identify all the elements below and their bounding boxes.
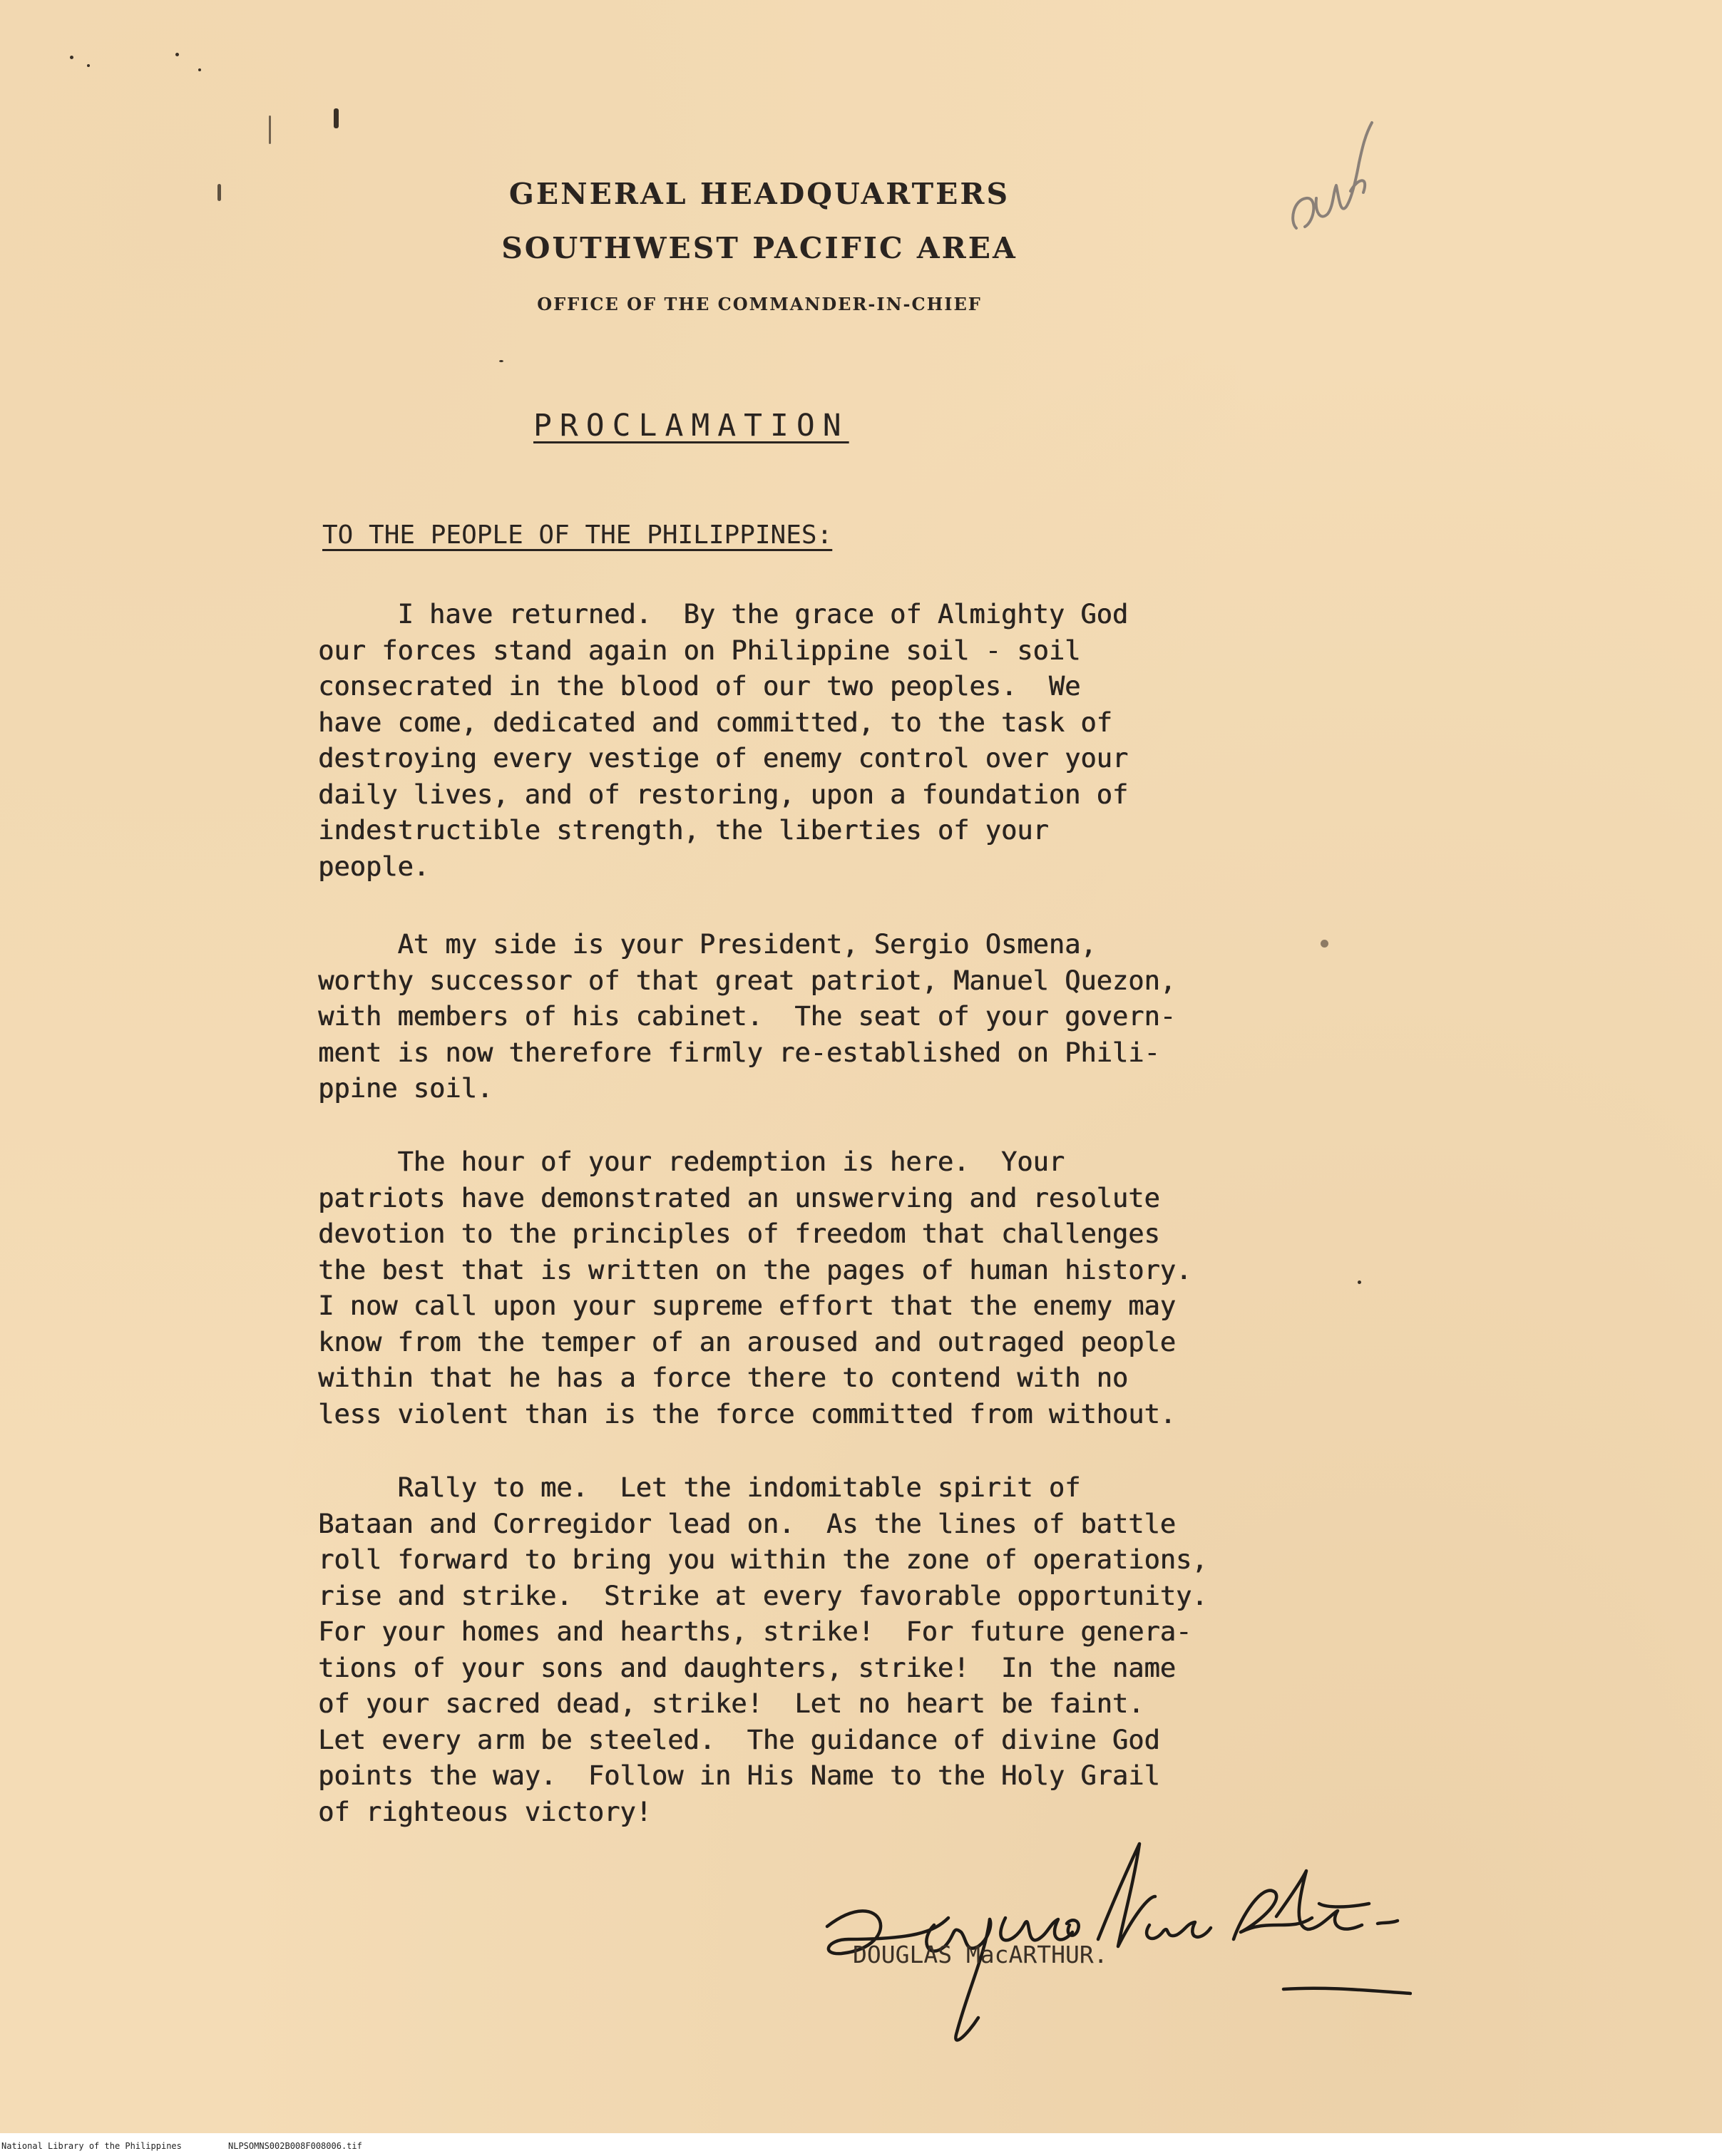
footer-filename: NLPSOMNS002B008F008006.tif — [228, 2141, 362, 2151]
paper-speck — [334, 108, 339, 128]
text-line: indestructible strength, the liberties of your — [318, 815, 1049, 846]
letterhead-line-3: OFFICE OF THE COMMANDER-IN-CHIEF — [537, 294, 982, 314]
scan-footer — [0, 2137, 1722, 2155]
text-line: the best that is written on the pages of human history. — [318, 1254, 1192, 1285]
text-line: ment is now therefore firmly re-established on Phili- — [318, 1037, 1160, 1068]
text-line: rise and strike. Strike at every favorable opportunity. — [318, 1580, 1208, 1611]
salutation: TO THE PEOPLE OF THE PHILIPPINES: — [322, 520, 833, 550]
text-line: our forces stand again on Philippine soil - soil — [318, 635, 1081, 666]
text-line: I have returned. By the grace of Almighty God — [318, 599, 1129, 630]
paper-speck — [269, 115, 271, 144]
text-line: ppine soil. — [318, 1073, 493, 1104]
text-line: At my side is your President, Sergio Osmena, — [318, 929, 1097, 960]
text-line: tions of your sons and daughters, strike! In the name — [318, 1652, 1176, 1683]
paragraph-1 — [318, 597, 1345, 885]
paper-speck — [1358, 1280, 1361, 1284]
text-line: consecrated in the blood of our two peoples. We — [318, 671, 1081, 702]
paper-speck — [87, 64, 90, 67]
text-line: less violent than is the force committed from without. — [318, 1398, 1176, 1429]
text-line: people. — [318, 851, 429, 882]
text-line: For your homes and hearths, strike! For future genera- — [318, 1616, 1192, 1647]
text-line: within that he has a force there to contend with no — [318, 1362, 1129, 1393]
paragraph-2 — [318, 927, 1345, 1107]
text-line: know from the temper of an aroused and outraged people — [318, 1326, 1176, 1357]
text-line: of your sacred dead, strike! Let no heart be faint. — [318, 1688, 1144, 1719]
text-line: destroying every vestige of enemy control over your — [318, 743, 1129, 774]
text-line: of righteous victory! — [318, 1796, 652, 1827]
text-line: daily lives, and of restoring, upon a foundation of — [318, 779, 1129, 810]
letterhead-line-2: SOUTHWEST PACIFIC AREA — [501, 231, 1018, 265]
text-line: points the way. Follow in His Name to the Holy Grail — [318, 1760, 1160, 1791]
text-line: worthy successor of that great patriot, Manuel Quezon, — [318, 965, 1176, 996]
text-line: I now call upon your supreme effort that the enemy may — [318, 1290, 1176, 1321]
text-line: Let every arm be steeled. The guidance of divine God — [318, 1724, 1160, 1755]
letterhead-line-1: GENERAL HEADQUARTERS — [508, 177, 1010, 211]
paper-speck — [198, 68, 201, 71]
text-line: with members of his cabinet. The seat of your govern- — [318, 1001, 1176, 1032]
footer-archive-name: National Library of the Philippines — [1, 2141, 182, 2151]
paragraph-3 — [318, 1144, 1345, 1432]
text-line: The hour of your redemption is here. Your — [318, 1146, 1065, 1177]
text-line: roll forward to bring you within the zone of operations, — [318, 1544, 1208, 1575]
paper-speck — [499, 360, 503, 362]
text-line: patriots have demonstrated an unswerving and resolute — [318, 1182, 1160, 1213]
paragraph-4 — [318, 1470, 1345, 1830]
typed-signatory-name: DOUGLAS MacARTHUR. — [853, 1941, 1108, 1968]
paper-speck — [175, 53, 179, 56]
paper-speck — [70, 56, 73, 59]
text-line: Bataan and Corregidor lead on. As the lines of battle — [318, 1508, 1176, 1539]
text-line: Rally to me. Let the indomitable spirit of — [318, 1472, 1081, 1503]
text-line: have come, dedicated and committed, to the task of — [318, 707, 1112, 738]
document-title: PROCLAMATION — [533, 408, 849, 443]
text-line: devotion to the principles of freedom that challenges — [318, 1218, 1160, 1249]
